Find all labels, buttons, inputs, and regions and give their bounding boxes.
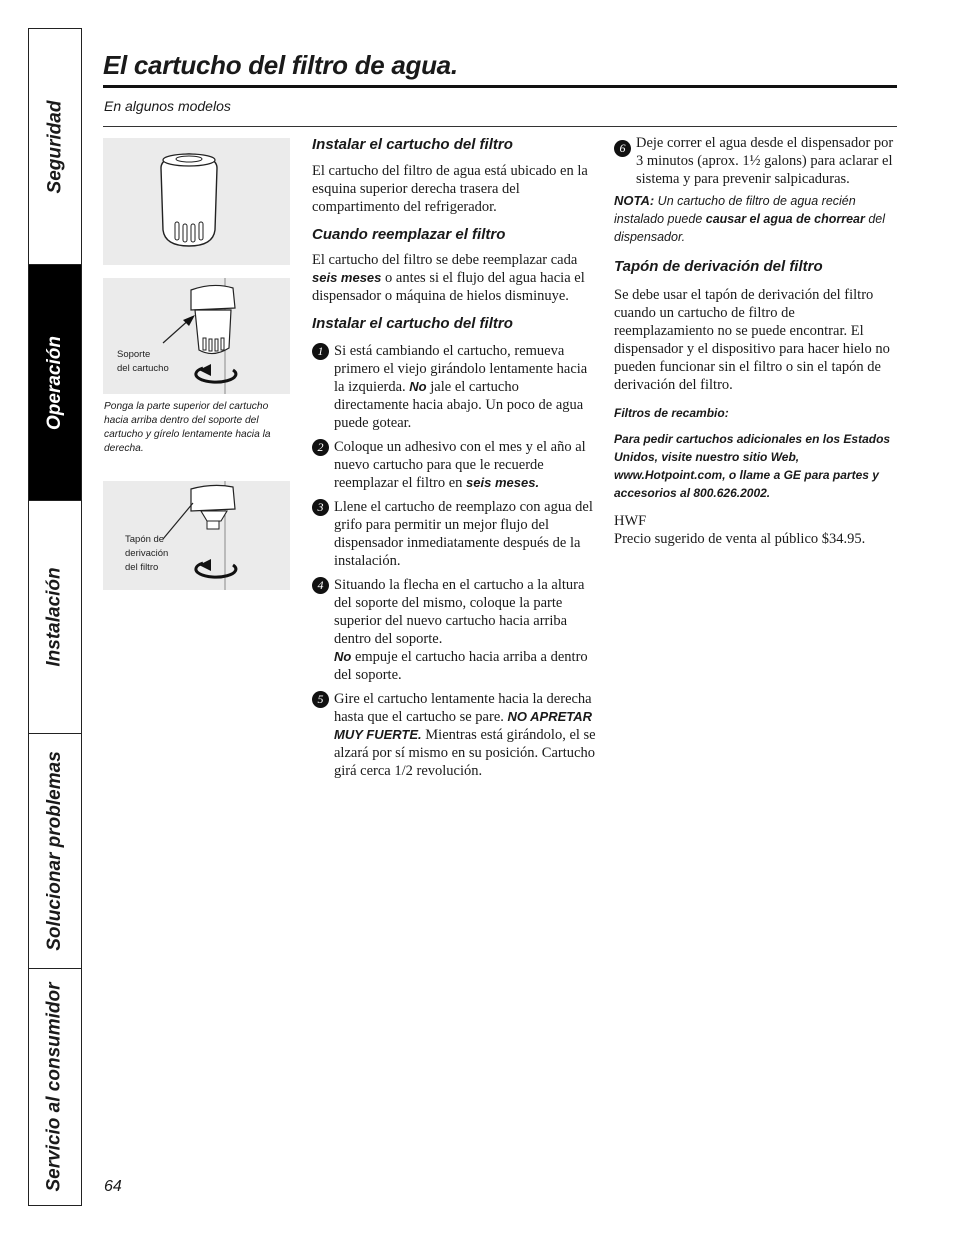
heading-when-replace: Cuando reemplazar el filtro (312, 226, 506, 243)
bypass-plug-label: Tapón de derivación del filtro (125, 534, 169, 573)
bypass-plug-figure (103, 481, 290, 590)
page-title: El cartucho del filtro de agua. (103, 50, 458, 80)
filter-cartridge-figure (103, 138, 290, 265)
model-number: HWF (614, 513, 647, 529)
instructions-column-2 (614, 134, 898, 548)
tab-operacion[interactable]: Operación (29, 265, 81, 501)
title-rule (103, 85, 897, 88)
cartridge-holder-illustration (103, 278, 290, 394)
step-number-5: 5 (312, 691, 329, 708)
note-text: NOTA: Un cartucho de filtro de agua recién instalado puede causar el agua de chorrear del dispensador. (614, 193, 886, 244)
step-1: 1 Si está cambiando el cartucho, remueva primero el viejo girándolo lentamente hacia la izquierda. No jale el cartucho directamente hacia abajo. Un poco de agua puede gotear. (312, 342, 596, 432)
bypass-plug-text: Se debe usar el tapón de derivación del filtro cuando un cartucho de filtro de reemplazamiento no se puede encontrar. El dispensador y el dispositivo para hacer hielo no pueden funcionar sin el filtro o sin el tapón de derivación del filtro. (614, 287, 890, 393)
suggested-price: Precio sugerido de venta al público $34.95. (614, 531, 866, 547)
step-6: 6 Deje correr el agua desde el dispensador por 3 minutos (aprox. 1½ galons) para aclarar el sistema y para prevenir salpicaduras. (614, 134, 898, 188)
instructions-column-1 (312, 136, 596, 780)
heading-install-filter: Instalar el cartucho del filtro (312, 136, 513, 153)
filter-cartridge-illustration (103, 138, 290, 265)
tab-solucionar-problemas[interactable]: Solucionar problemas (29, 734, 81, 969)
page-subtitle: En algunos modelos (104, 98, 231, 114)
step-4: 4 Situando la flecha en el cartucho a la altura del soporte del mismo, coloque la parte superior del nuevo cartucho hacia arriba dentro del soporte. No empuje el cartucho hacia arriba a dentro del soporte. (312, 576, 596, 684)
step-2: 2 Coloque un adhesivo con el mes y el año al nuevo cartucho para que le recuerde reemplazar el filtro en seis meses. (312, 438, 596, 492)
page-number: 64 (104, 1178, 122, 1195)
heading-install-filter-steps: Instalar el cartucho del filtro (312, 315, 513, 332)
step-number-4: 4 (312, 577, 329, 594)
tab-instalacion[interactable]: Instalación (29, 501, 81, 734)
holder-figure-caption: Ponga la parte superior del cartucho hacia arriba dentro del soporte del cartucho y gírelo lentamente hacia la derecha. (104, 401, 271, 454)
step-3: 3 Llene el cartucho de reemplazo con agua del grifo para permitir un mejor flujo del dispensador inmediatamente después de la instalación. (312, 498, 596, 570)
filter-location-text: El cartucho del filtro de agua está ubicado en la esquina superior derecha trasera del compartimento del refrigerador. (312, 163, 588, 215)
subtitle-rule (103, 126, 897, 127)
heading-bypass-plug: Tapón de derivación del filtro (614, 258, 823, 275)
tab-servicio-consumidor[interactable]: Servicio al consumidor (44, 982, 66, 1192)
replace-interval-text: El cartucho del filtro se debe reemplazar cada seis meses o antes si el flujo del agua hacia el dispensador o máquina de hielos disminuye. (312, 252, 585, 304)
step-number-3: 3 (312, 499, 329, 516)
step-number-2: 2 (312, 439, 329, 456)
section-tabs (28, 28, 82, 1206)
tab-seguridad[interactable]: Seguridad (29, 29, 81, 265)
step-number-1: 1 (312, 343, 329, 360)
step-5: 5 Gire el cartucho lentamente hacia la derecha hasta que el cartucho se pare. NO APRETAR MUY FUERTE. Mientras está girándolo, el se alzará por sí mismo en su posición. Cartucho girá cerca 1/2 revolución. (312, 690, 596, 780)
holder-label: Soporte del cartucho (117, 349, 169, 374)
replacement-filters-text: Para pedir cartuchos adicionales en los Estados Unidos, visite nuestro sitio Web, www.Hotpoint.com, o llame a GE para partes y accesorios al 800.626.2002. (614, 432, 891, 500)
step-number-6: 6 (614, 140, 631, 157)
cartridge-holder-figure (103, 278, 290, 394)
replacement-filters-heading: Filtros de recambio: (614, 406, 729, 420)
